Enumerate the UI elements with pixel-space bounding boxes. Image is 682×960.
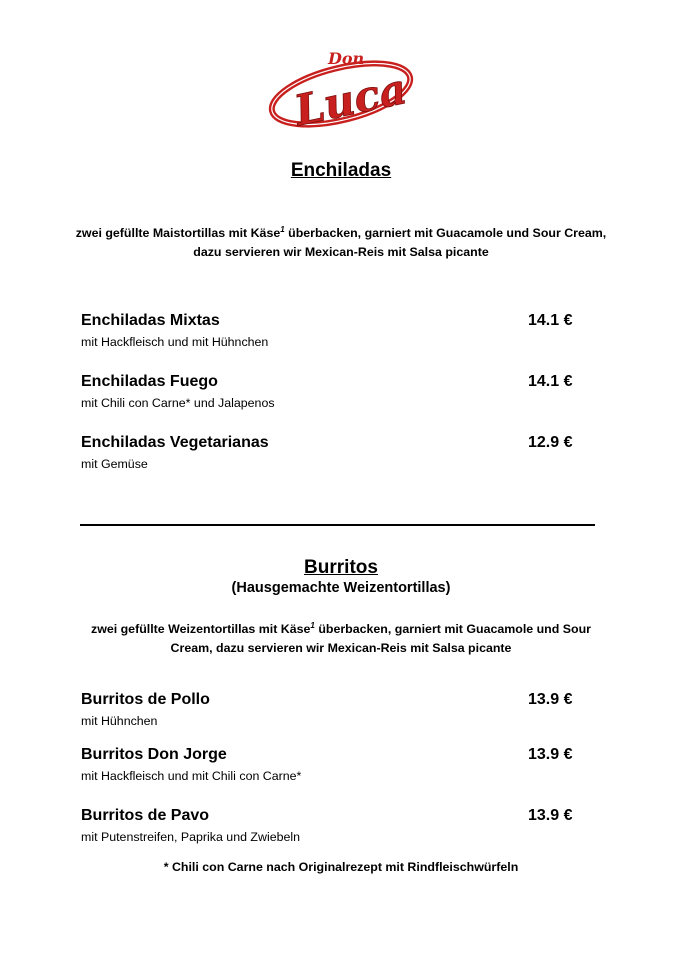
item-price: 14.1 € — [528, 312, 573, 329]
burritos-subtitle: (Hausgemachte Weizentortillas) — [231, 580, 451, 596]
don-luca-logo — [262, 38, 420, 144]
item-description: mit Gemüse — [81, 457, 148, 471]
item-name: Burritos de Pollo — [81, 691, 210, 708]
enchiladas-description-line2: dazu servieren wir Mexican-Reis mit Salsa picante — [193, 245, 489, 259]
menu-item — [81, 746, 601, 790]
menu-item — [81, 807, 601, 851]
burritos-description-line2: Cream, dazu servieren wir Mexican-Reis mit Salsa picante — [170, 641, 512, 655]
item-price: 12.9 € — [528, 434, 573, 451]
menu-item — [81, 373, 601, 417]
item-name: Enchiladas Fuego — [81, 373, 218, 390]
item-price: 13.9 € — [528, 691, 573, 708]
item-description: mit Hackfleisch und mit Hühnchen — [81, 335, 269, 349]
logo-text-luca: Luca — [290, 64, 411, 136]
item-description: mit Hühnchen — [81, 714, 158, 728]
item-price: 13.9 € — [528, 807, 573, 824]
enchiladas-title: Enchiladas — [290, 160, 392, 181]
enchiladas-description — [70, 224, 612, 262]
item-description: mit Putenstreifen, Paprika und Zwiebeln — [81, 830, 301, 844]
logo-text-don: Don — [328, 49, 365, 68]
item-name: Enchiladas Vegetarianas — [81, 434, 269, 451]
burritos-description-line1: zwei gefüllte Weizentortillas mit Käse$^1$ überbacken, garniert mit Guacamole und Sour — [91, 621, 591, 636]
enchiladas-description-line1: zwei gefüllte Maistortillas mit Käse$^1$ überbacken, garniert mit Guacamole und Sour Cream, — [75, 225, 607, 240]
item-name: Burritos de Pavo — [81, 807, 210, 824]
menu-item — [81, 691, 601, 735]
item-description: mit Hackfleisch und mit Chili con Carne* — [81, 769, 302, 783]
item-name: Enchiladas Mixtas — [81, 312, 220, 329]
burritos-description — [70, 620, 612, 658]
menu-item — [81, 434, 601, 478]
footnote: * Chili con Carne nach Originalrezept mit Rindfleischwürfeln — [163, 860, 519, 874]
section-divider — [80, 524, 595, 526]
item-price: 13.9 € — [528, 746, 573, 763]
burritos-title: Burritos — [304, 557, 378, 578]
item-description: mit Chili con Carne* und Jalapenos — [81, 396, 275, 410]
item-price: 14.1 € — [528, 373, 573, 390]
menu-item — [81, 312, 601, 356]
item-name: Burritos Don Jorge — [81, 746, 227, 763]
